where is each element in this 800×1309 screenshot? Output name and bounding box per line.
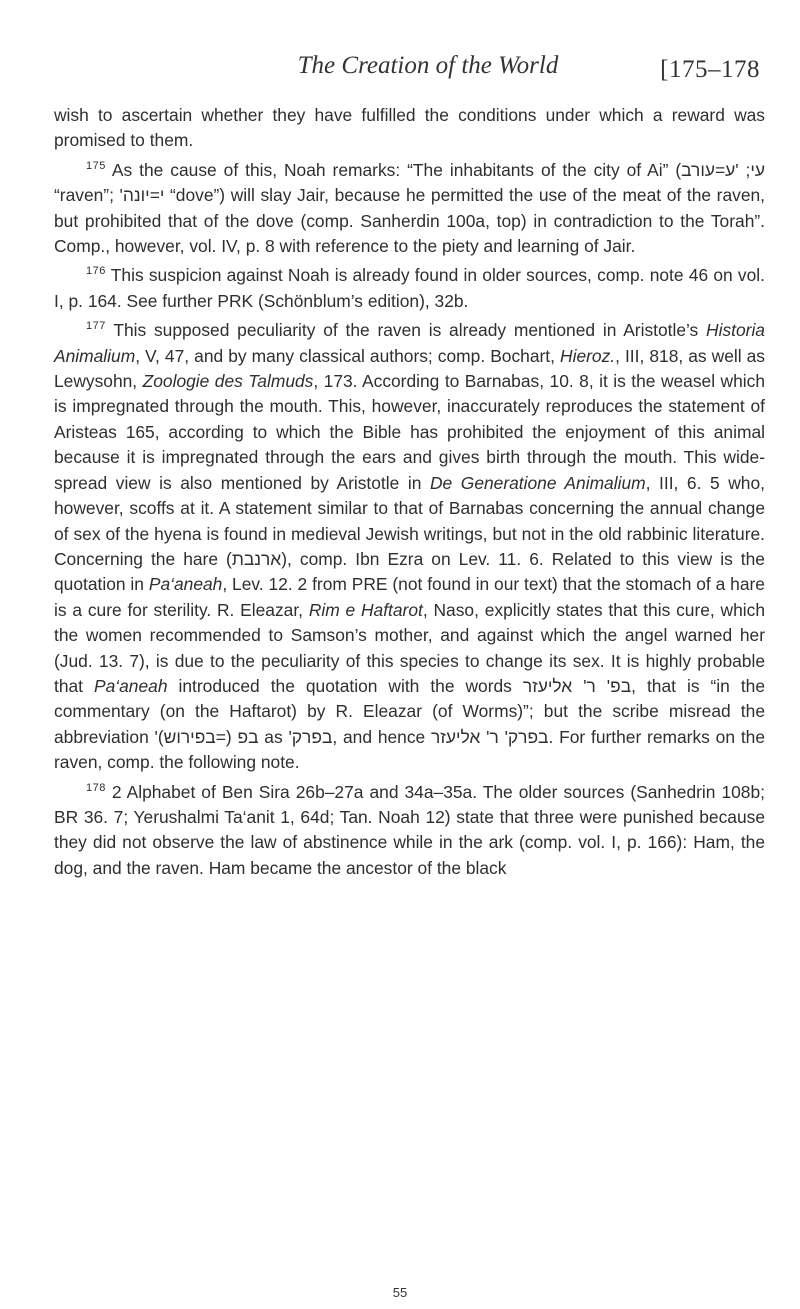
continued-paragraph: wish to ascertain whether they have fulfilled the conditions under which a reward was promised to them. <box>54 105 765 151</box>
footnote-176 <box>54 259 765 314</box>
footnote-number: 175 <box>86 159 106 172</box>
cited-title: Historia Animalium <box>54 320 765 366</box>
note-text: 2 Alphabet of Ben Sira 26b–27a and 34a–35a. The older sources (Sanhedrin 108b; BR 36. 7; Yerushalmi Ta‘anit 1, 64d; Tan. Noah 12) state that three were punished because they did not observe the law of abstinence while in the ark (comp. vol. I, p. 166): Ham, the dog, and the raven. Ham became the ancestor of the black <box>54 781 765 878</box>
note-range: [175–178 <box>660 56 760 83</box>
cited-title: Hieroz. <box>560 345 616 366</box>
footnote-number: 176 <box>86 265 106 278</box>
note-text: , V, 47, and by many classical authors; comp. Bochart, <box>135 345 561 366</box>
footnote-number: 177 <box>86 320 106 333</box>
running-title: The Creation of the World <box>297 52 559 79</box>
cited-title: Pa‘aneah <box>94 675 168 696</box>
note-text: , III, 818, as well as Lewysohn, <box>54 345 766 392</box>
note-text: , 173. According to Barnabas, 10. 8, it is the weasel which is impregnated through the mouth. This, however, inaccurately reproduces the statement of Aristeas 165, according to which the Bible has prohibited the enjoyment of this animal because it is impregnated through the ears and gives birth through the mouth. This wide-spread view is also mentioned by Aristotle in <box>54 371 765 493</box>
footnote-178 <box>54 776 765 882</box>
note-text: This suspicion against Noah is already found in older sources, comp. note 46 on vol. I, p. 164. See further PRK (Schönblum’s edition), 32b. <box>54 265 765 311</box>
note-text: introduced the quotation with the words בפ' ר' אליעזר, that is “in the commentary (on the Haftarot) by R. Eleazar (of Worms)”; but the scribe misread the abbreviation 'בפ (=בפירוש) as 'בפרק, and hence בפרק' ר' אליעזר. For further remarks on the raven, comp. the following note. <box>54 675 766 773</box>
note-text: This supposed peculiarity of the raven is already mentioned in Aristotle’s <box>113 320 707 341</box>
cited-title: Rim e Haftarot <box>308 599 423 620</box>
cited-title: Zoologie des Talmuds <box>142 371 314 392</box>
running-header <box>96 52 760 96</box>
notes-body <box>54 103 765 881</box>
note-text: , Lev. 12. 2 from PRE (not found in our text) that the stomach of a hare is a cure for sterility. R. Eleazar, <box>54 574 765 620</box>
cited-title: Pa‘aneah <box>148 574 223 595</box>
footnote-number: 178 <box>86 781 106 794</box>
footnote-175 <box>54 154 765 260</box>
cited-title: De Generatione Animalium <box>429 472 646 493</box>
note-text: , III, 6. 5 who, however, scoffs at it. A statement similar to that of Barnabas concerning the annual change of sex of the hyena is found in medieval Jewish writings, but not in the old rabbinic literature. Concerning the hare (ארנבת), comp. Ibn Ezra on Lev. 11. 6. Related to this view is the quotation in <box>54 472 765 595</box>
footnote-177 <box>54 314 765 775</box>
page-number: 55 <box>392 1285 408 1300</box>
note-text: As the cause of this, Noah remarks: “The inhabitants of the city of Ai” (עי; 'ע=עורב “raven”; 'י=יונה “dove”) will slay Jair, because he permitted the use of the meat of the raven, but prohibited that of the dove (comp. Sanherdin 100a, top) in contradiction to the Torah”. Comp., however, vol. IV, p. 8 with reference to the piety and learning of Jair. <box>54 159 766 257</box>
note-text: , Naso, explicitly states that this cure, which the women recommended to Samson’s mother, and against which the angel warned her (Jud. 13. 7), is due to the peculiarity of this species to change its sex. It is highly probable that <box>54 599 766 696</box>
